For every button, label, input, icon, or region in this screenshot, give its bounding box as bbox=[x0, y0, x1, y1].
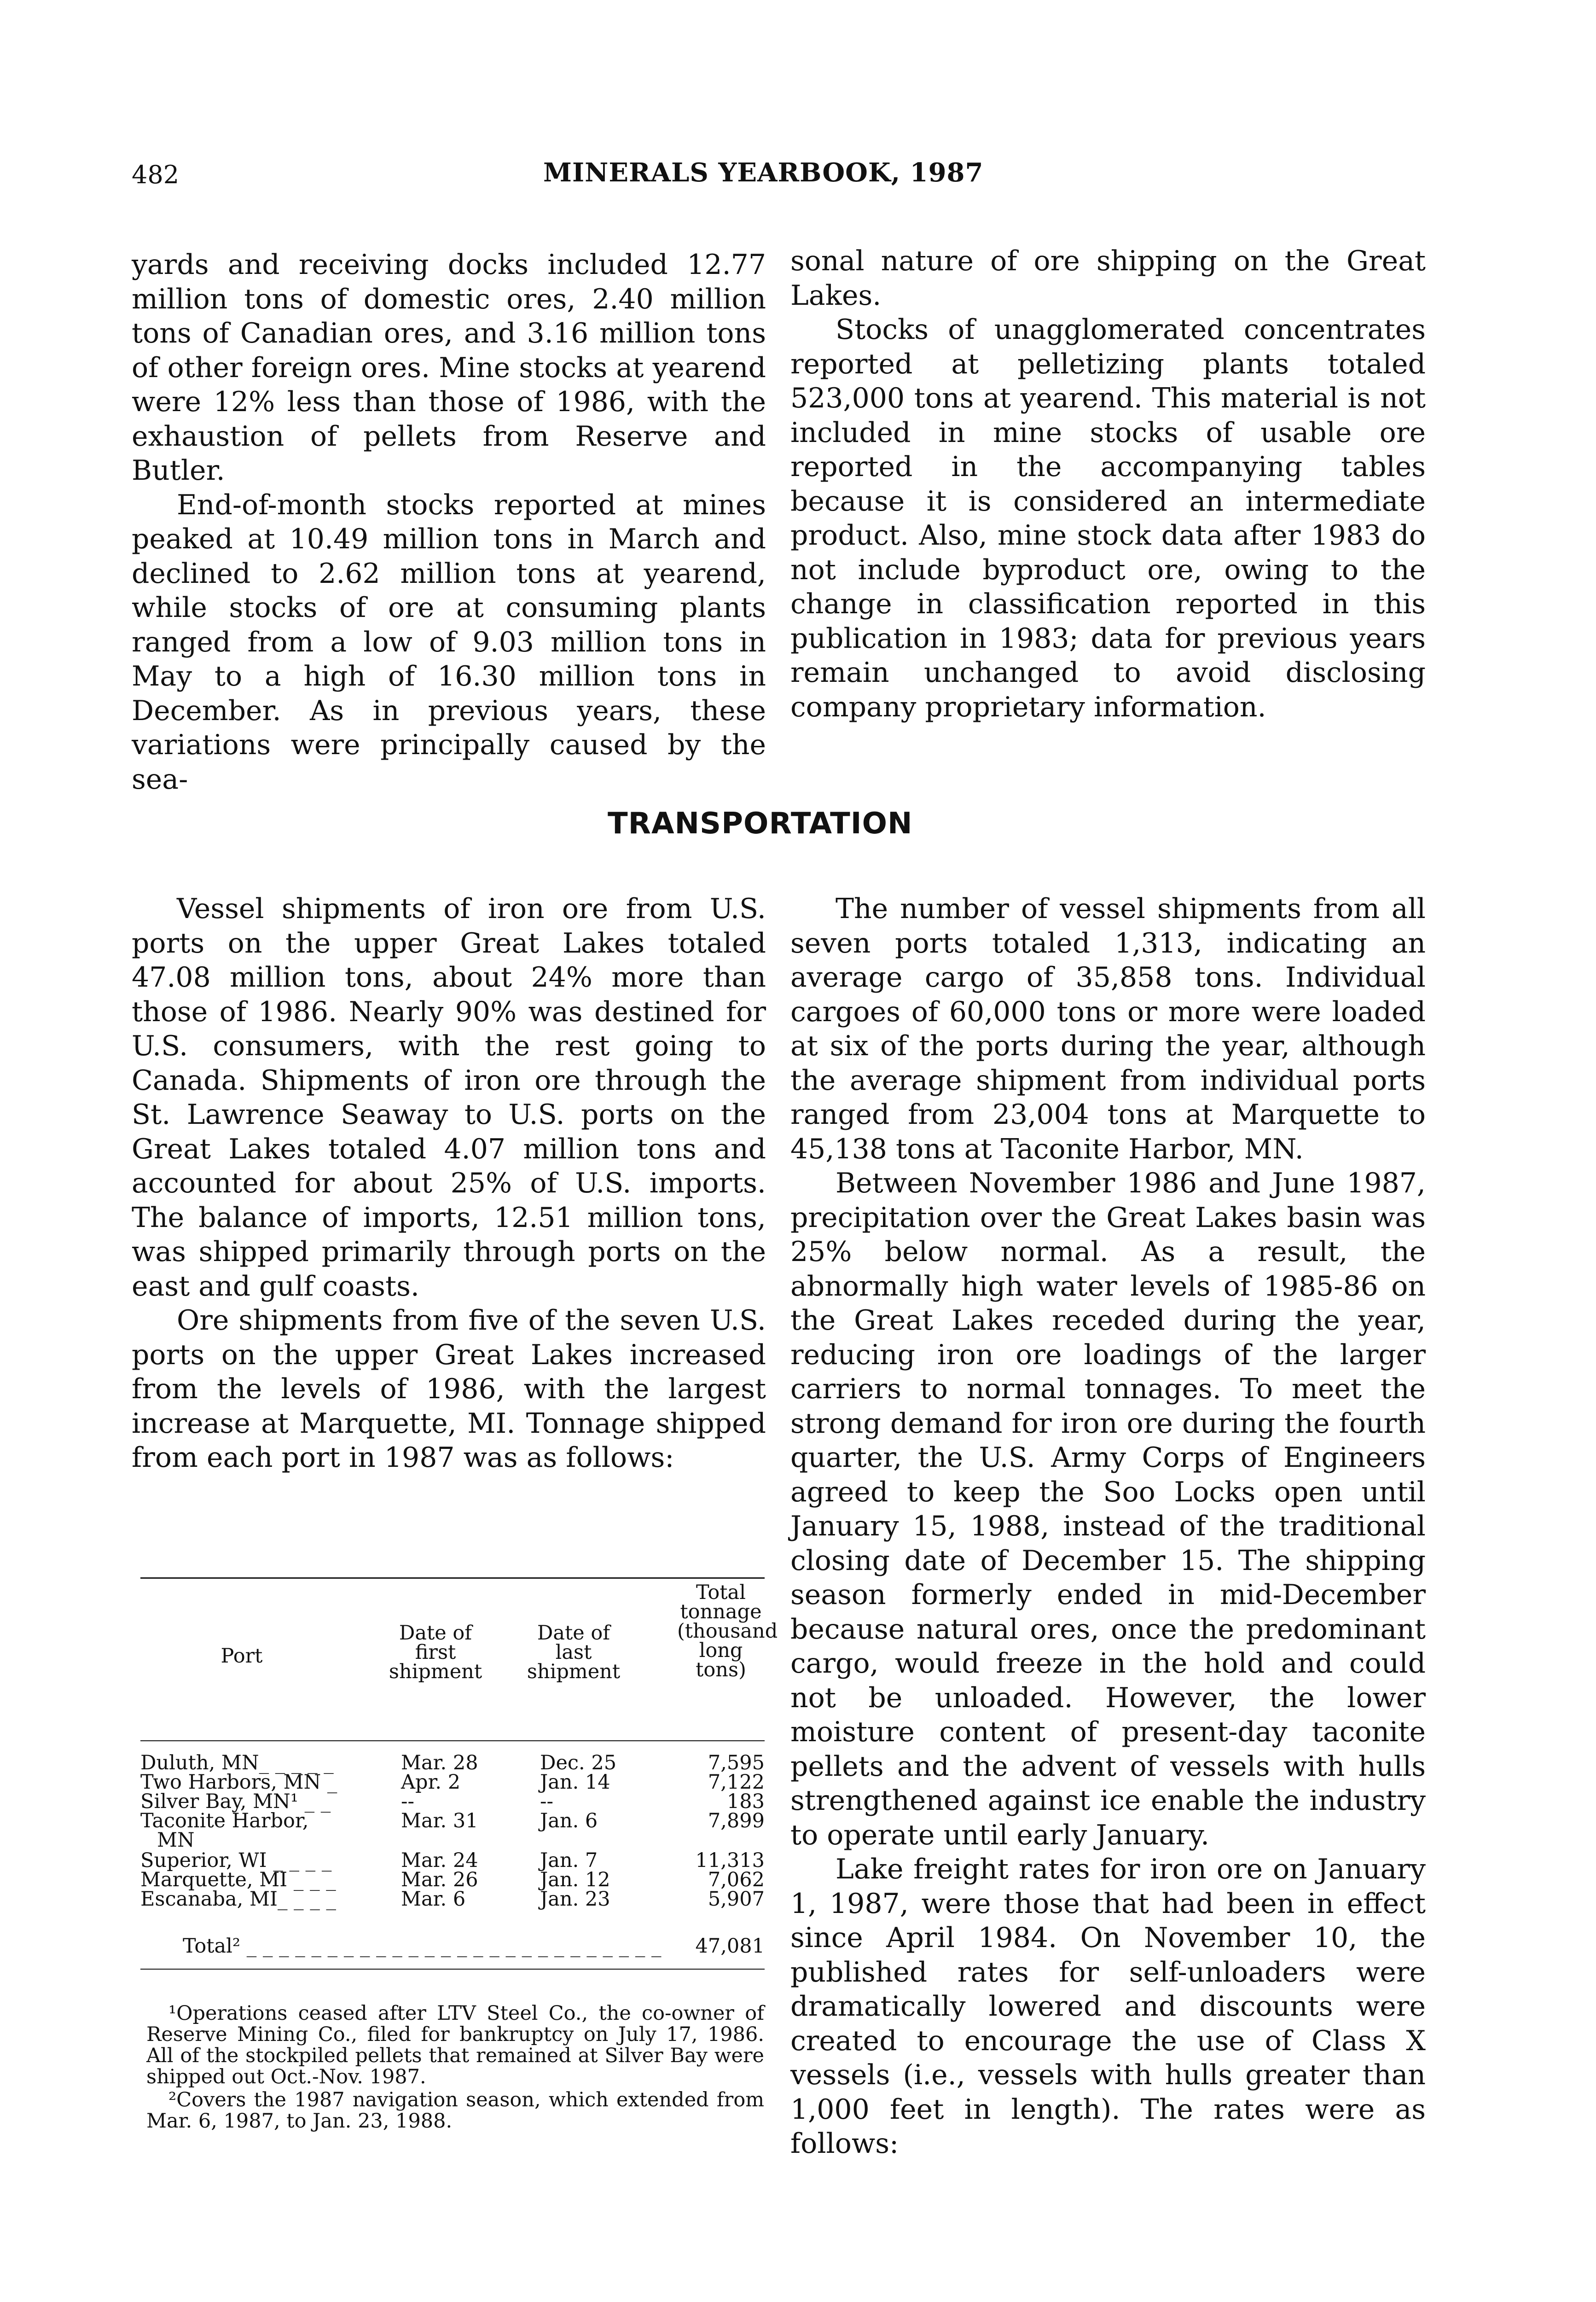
total-value: 47,081 bbox=[695, 1935, 765, 1958]
cell-tonnage: 7,062 bbox=[708, 1868, 765, 1891]
cell-last: -- bbox=[540, 1790, 554, 1813]
cell-tonnage: 11,313 bbox=[695, 1849, 765, 1872]
cell-tonnage: 7,899 bbox=[708, 1809, 765, 1832]
table-row bbox=[140, 1773, 765, 1792]
cell-first: Mar. 28 bbox=[401, 1751, 478, 1774]
table-row bbox=[140, 1753, 765, 1773]
cell-last: Jan. 6 bbox=[540, 1809, 598, 1832]
transportation-column-left bbox=[132, 892, 766, 1475]
transportation-paragraph-2: Ore shipments from five of the seven U.S. ports on the upper Great Lakes increased from the levels of 1986, with the largest increase at Marquette, MI. Tonnage shipped from each port in 1987 was as follows: bbox=[132, 1304, 766, 1474]
table-row bbox=[140, 1811, 765, 1831]
cell-first: Mar. 6 bbox=[401, 1888, 466, 1911]
table-row bbox=[140, 1870, 765, 1889]
transportation-paragraph-5: Lake freight rates for iron ore on January 1, 1987, were those that had been in effect since April 1984. On November 10, the published rates for self-unloaders were dramatically lowered and discounts were created to encourage the use of Class X vessels (i.e., vessels with hulls greater than 1,000 feet in length). The rates were as follows: bbox=[790, 1853, 1426, 2160]
cell-last: Jan. 14 bbox=[540, 1771, 610, 1794]
table-footnote-1 bbox=[146, 2003, 764, 2087]
cell-port: Superior, WI _ _ _ _ bbox=[140, 1849, 332, 1872]
cell-first: Mar. 26 bbox=[401, 1868, 478, 1891]
header-last-shipment: Date of last shipment bbox=[527, 1622, 621, 1683]
cell-last: Jan. 7 bbox=[540, 1849, 598, 1872]
page-number: 482 bbox=[132, 160, 180, 189]
stocks-paragraph-2: End-of-month stocks reported at mines peaked at 10.49 million tons in March and declined to 2.62 million tons at yearend, while stocks of ore at consuming plants ranged from a low of 9.03 million tons in May to a high of 16.30 million tons in December. As in previous years, these variations were principally caused by the sea- bbox=[132, 488, 766, 796]
table-footnote-2 bbox=[146, 2089, 764, 2132]
table-header-rule bbox=[140, 1740, 765, 1741]
header-port: Port bbox=[221, 1645, 263, 1668]
cell-port-continued: MN bbox=[157, 1829, 195, 1852]
transportation-column-right bbox=[790, 892, 1426, 2161]
cell-first: Mar. 24 bbox=[401, 1849, 478, 1872]
cell-first: Mar. 31 bbox=[401, 1809, 478, 1832]
table-row bbox=[140, 1889, 765, 1909]
stocks-paragraph-1: yards and receiving docks included 12.77 million tons of domestic ores, 2.40 million tons of Canadian ores, and 3.16 million tons of other foreign ores. Mine stocks at yearend were 12% less than those of 1986, with the exhaustion of pellets from Reserve and Butler. bbox=[132, 249, 766, 487]
cell-port: Duluth, MN_ _ _ _ _ bbox=[140, 1751, 334, 1774]
section-heading-transportation: TRANSPORTATION bbox=[608, 807, 913, 841]
cell-last: Jan. 23 bbox=[540, 1888, 610, 1911]
table-bottom-rule bbox=[140, 1969, 765, 1970]
cell-tonnage: 7,595 bbox=[708, 1751, 765, 1774]
cell-tonnage: 7,122 bbox=[708, 1771, 765, 1794]
transportation-paragraph-4: Between November 1986 and June 1987, precipitation over the Great Lakes basin was 25% below normal. As a result, the abnormally high water levels of 1985-86 on the Great Lakes receded during the year, reducing iron ore loadings of the larger carriers to normal tonnages. To meet the strong demand for iron ore during the fourth quarter, the U.S. Army Corps of Engineers agreed to keep the Soo Locks open until January 15, 1988, instead of the traditional closing date of December 15. The shipping season formerly ended in mid-December because natural ores, once the predominant cargo, would freeze in the hold and could not be unloaded. However, the lower moisture content of present-day taconite pellets and the advent of vessels with hulls strengthened against ice enable the industry to operate until early January. bbox=[790, 1167, 1426, 1851]
cell-port: Marquette, MI _ _ _ bbox=[140, 1868, 336, 1891]
stocks-column-right bbox=[790, 244, 1426, 724]
table-row-continuation bbox=[140, 1831, 765, 1850]
cell-port: Taconite Harbor, bbox=[140, 1809, 309, 1832]
transportation-paragraph-3: The number of vessel shipments from all seven ports totaled 1,313, indicating an average cargo of 35,858 tons. Individual cargoes of 60,000 tons or more were loaded at six of the ports during the year, although the average shipment from individual ports ranged from 23,004 tons at Marquette to 45,138 tons at Taconite Harbor, MN. bbox=[790, 893, 1426, 1165]
stocks-paragraph-3: sonal nature of ore shipping on the Great Lakes. bbox=[790, 245, 1426, 312]
footnote-1-text: ¹Operations ceased after LTV Steel Co., the co-owner of Reserve Mining Co., filed for bankruptcy on July 17, 1986. All of the stockpiled pellets that remained at Silver Bay were shipped out Oct.-Nov. 1987. bbox=[146, 2002, 764, 2088]
transportation-paragraph-1: Vessel shipments of iron ore from U.S. ports on the upper Great Lakes totaled 47.08 million tons, about 24% more than those of 1986. Nearly 90% was destined for U.S. consumers, with the rest going to Canada. Shipments of iron ore through the St. Lawrence Seaway to U.S. ports on the Great Lakes totaled 4.07 million tons and accounted for about 25% of U.S. imports. The balance of imports, 12.51 million tons, was shipped primarily through ports on the east and gulf coasts. bbox=[132, 893, 766, 1302]
header-first-shipment: Date of first shipment bbox=[389, 1622, 482, 1683]
total-label: Total² _ _ _ _ _ _ _ _ _ _ _ _ _ _ _ _ _ _ _ _ _ _ _ _ _ _ bbox=[183, 1935, 662, 1958]
cell-last: Dec. 25 bbox=[540, 1751, 617, 1774]
table-row bbox=[140, 1851, 765, 1870]
table-total-row bbox=[140, 1936, 765, 1956]
cell-port: Two Harbors, MN _ bbox=[140, 1771, 337, 1794]
cell-first: -- bbox=[401, 1790, 415, 1813]
cell-port: Escanaba, MI_ _ _ _ bbox=[140, 1888, 337, 1911]
table-row bbox=[140, 1792, 765, 1811]
cell-first: Apr. 2 bbox=[401, 1771, 461, 1794]
header-total-tonnage: Total tonnage (thousand long tons) bbox=[677, 1581, 778, 1681]
running-title: MINERALS YEARBOOK, 1987 bbox=[543, 157, 984, 188]
stocks-column-left bbox=[132, 248, 766, 796]
footnote-2-text: ²Covers the 1987 navigation season, which extended from Mar. 6, 1987, to Jan. 23, 1988. bbox=[146, 2088, 764, 2133]
cell-tonnage: 5,907 bbox=[708, 1888, 765, 1911]
cell-last: Jan. 12 bbox=[540, 1868, 610, 1891]
cell-port: Silver Bay, MN¹ _ _ bbox=[140, 1790, 331, 1813]
table-top-rule bbox=[140, 1577, 765, 1579]
stocks-paragraph-4: Stocks of unagglomerated concentrates reported at pelletizing plants totaled 523,000 tons at yearend. This material is not included in mine stocks of usable ore reported in the accompanying tables because it is considered an intermediate product. Also, mine stock data after 1983 do not include byproduct ore, owing to the change in classification reported in this publication in 1983; data for previous years remain unchanged to avoid disclosing company proprietary information. bbox=[790, 314, 1426, 723]
cell-tonnage: 183 bbox=[726, 1790, 765, 1813]
